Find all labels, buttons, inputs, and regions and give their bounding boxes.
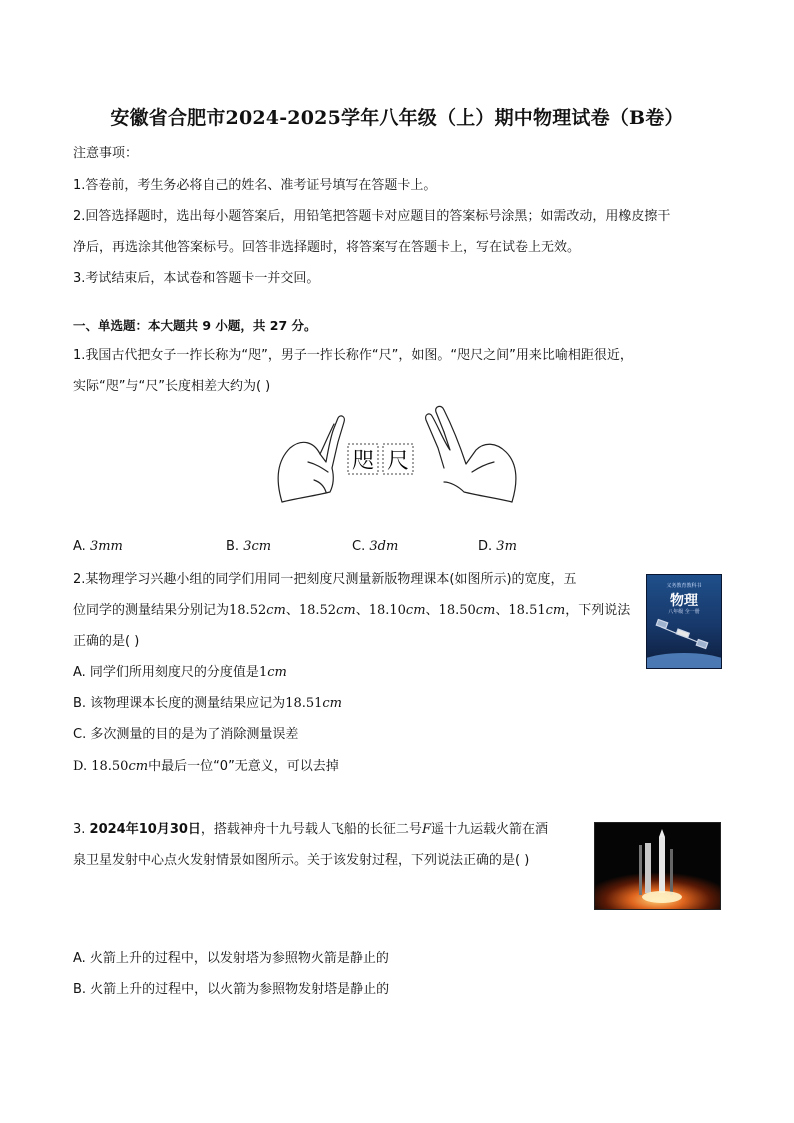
option-label: D. bbox=[478, 539, 493, 554]
option-unit: cm bbox=[251, 539, 272, 554]
physics-book-cover bbox=[646, 574, 722, 669]
unit: cm bbox=[266, 603, 286, 618]
q1-option-d[interactable] bbox=[478, 539, 517, 554]
measurement-5: 18.51 bbox=[508, 603, 546, 618]
option-value: 3 bbox=[89, 539, 99, 554]
option-unit: cm bbox=[267, 665, 287, 680]
unit: cm bbox=[545, 603, 566, 618]
option-unit: m bbox=[504, 539, 517, 554]
sep: 、 bbox=[355, 603, 369, 618]
option-unit: dm bbox=[377, 539, 399, 554]
q3-text: ，搭载神舟十九号载人飞船的长征二号 bbox=[200, 822, 422, 837]
q2-option-b[interactable] bbox=[73, 695, 342, 713]
notice-item-2: 2.回答选择题时，选出每小题答案后，用铅笔把答题卡对应题目的答案标号涂黑；如需改动，用橡皮擦干 bbox=[73, 209, 671, 224]
q2-option-c[interactable]: C. 多次测量的目的是为了消除测量误差 bbox=[73, 727, 299, 742]
option-value: 18.51 bbox=[285, 696, 323, 711]
q1-option-b[interactable] bbox=[226, 539, 271, 554]
q3-number: 3. bbox=[73, 822, 90, 837]
q3-stem-line2: 泉卫星发射中心点火发射情景如图所示。关于该发射过程，下列说法正确的是( ) bbox=[73, 853, 530, 868]
option-label: C. bbox=[352, 539, 366, 554]
q2-prefix: 位同学的测量结果分别记为 bbox=[73, 603, 230, 618]
q3-f: F bbox=[421, 822, 431, 837]
option-unit: mm bbox=[98, 539, 123, 554]
option-value: 3 bbox=[496, 539, 505, 554]
book-title: 物理 bbox=[670, 593, 698, 609]
sep: 、 bbox=[495, 603, 509, 618]
q2-stem-line2 bbox=[73, 602, 630, 620]
q1-option-c[interactable] bbox=[352, 539, 398, 554]
sep: 、 bbox=[285, 603, 299, 618]
rocket-launch-illustration bbox=[595, 823, 720, 909]
char-zhi: 咫 bbox=[351, 449, 375, 474]
sep: 、 bbox=[425, 603, 439, 618]
option-text: B. 该物理课本长度的测量结果应记为 bbox=[73, 696, 286, 711]
unit: cm bbox=[405, 603, 426, 618]
option-text: 中最后一位“0”无意义，可以去掉 bbox=[148, 759, 339, 774]
space-station-illustration bbox=[647, 615, 721, 668]
unit: cm bbox=[475, 603, 496, 618]
measurement-1: 18.52 bbox=[229, 603, 267, 618]
q2-suffix: ，下列说法 bbox=[565, 603, 631, 618]
notice-item-1: 1.答卷前，考生务必将自己的姓名、准考证号填写在答题卡上。 bbox=[73, 178, 437, 193]
char-chi: 尺 bbox=[386, 449, 410, 474]
book-subtitle: 八年级 全一册 bbox=[668, 609, 700, 615]
exam-title: 安徽省合肥市2024-2025学年八年级（上）期中物理试卷（B卷） bbox=[110, 107, 684, 129]
q3-stem-line1 bbox=[73, 821, 548, 839]
q3-date: 2024年10月30日 bbox=[89, 822, 201, 837]
q3-option-a[interactable]: A. 火箭上升的过程中，以发射塔为参照物火箭是静止的 bbox=[73, 951, 389, 966]
q2-option-d[interactable] bbox=[73, 758, 339, 776]
option-unit: cm bbox=[128, 759, 149, 774]
rocket-launch-photo bbox=[594, 822, 721, 910]
notice-heading: 注意事项： bbox=[73, 146, 139, 161]
q1-stem-line2: 实际“咫”与“尺”长度相差大约为( ) bbox=[73, 379, 271, 394]
option-value: 3 bbox=[243, 539, 252, 554]
notice-item-2-cont: 净后，再选涂其他答案标号。回答非选择题时，将答案写在答题卡上，写在试卷上无效。 bbox=[73, 240, 581, 255]
q2-stem-line3: 正确的是( ) bbox=[73, 634, 140, 649]
measurement-2: 18.52 bbox=[298, 603, 337, 618]
option-unit: cm bbox=[322, 696, 343, 711]
q2-option-a[interactable] bbox=[73, 664, 287, 682]
q1-stem-line1: 1.我国古代把女子一拃长称为“咫”，男子一拃长称作“尺”，如图。“咫尺之间”用来比喻相距很近， bbox=[73, 348, 633, 363]
option-value: D. 18.50 bbox=[73, 759, 129, 774]
option-value: 1 bbox=[258, 665, 268, 680]
q2-stem-line1: 2.某物理学习兴趣小组的同学们用同一把刻度尺测量新版物理课本(如图所示)的宽度，五 bbox=[73, 572, 577, 587]
option-value: 3 bbox=[369, 539, 378, 554]
q1-option-a[interactable] bbox=[73, 539, 123, 554]
q3-text-end: 遥十九运载火箭在酒 bbox=[430, 822, 548, 837]
section-heading: 一、单选题：本大题共 9 小题，共 27 分。 bbox=[73, 318, 317, 333]
option-text: A. 同学们所用刻度尺的分度值是 bbox=[73, 665, 259, 680]
measurement-4: 18.50 bbox=[438, 603, 476, 618]
option-label: B. bbox=[226, 539, 240, 554]
option-label: A. bbox=[73, 539, 86, 554]
measurement-3: 18.10 bbox=[368, 603, 406, 618]
book-series: 义务教育教科书 bbox=[666, 583, 702, 589]
notice-item-3: 3.考试结束后，本试卷和答题卡一并交回。 bbox=[73, 271, 320, 286]
unit: cm bbox=[336, 603, 356, 618]
q1-hands-figure bbox=[268, 402, 526, 508]
q3-option-b[interactable]: B. 火箭上升的过程中，以火箭为参照物发射塔是静止的 bbox=[73, 982, 390, 997]
